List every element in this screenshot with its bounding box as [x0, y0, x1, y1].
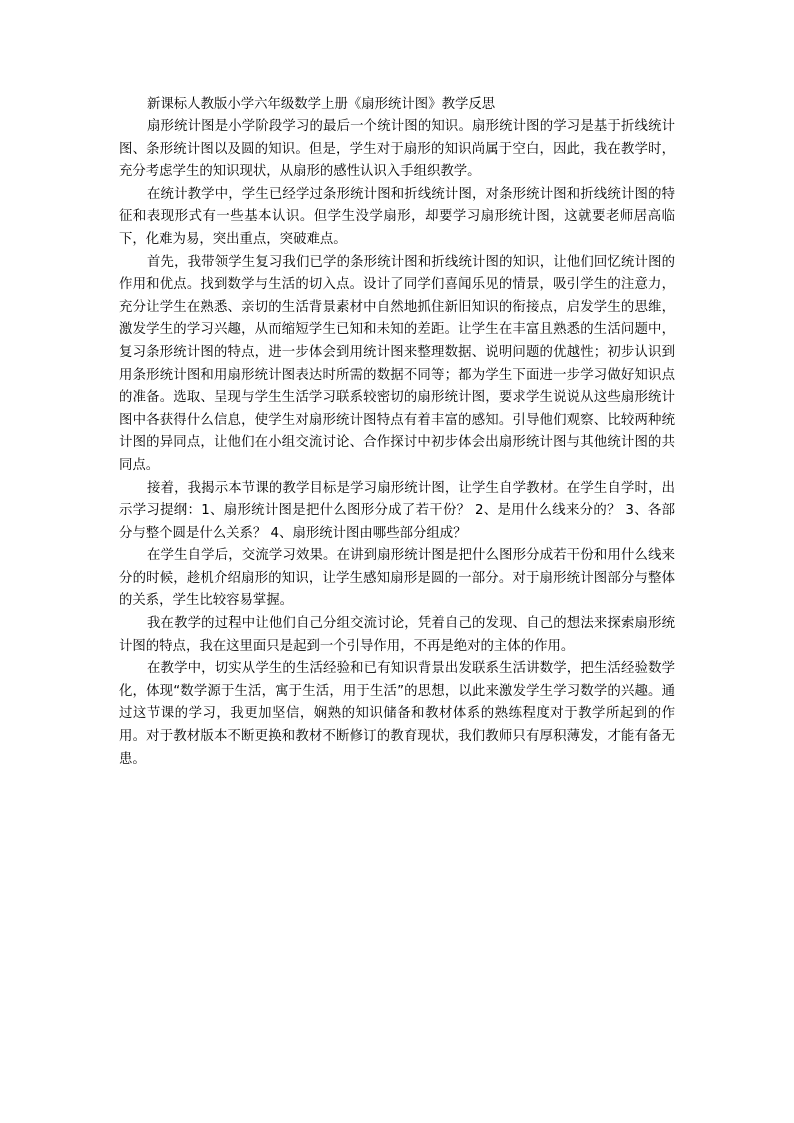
document-page: [119, 94, 675, 771]
paragraph-self-study: 在学生自学后，交流学习效果。在讲到扇形统计图是把什么图形分成若干份和用什么线来分的时候，趁机介绍扇形的知识，让学生感知扇形是圆的一部分。对于扇形统计图部分与整体的关系，学生比较容易掌握。: [119, 548, 675, 609]
paragraph-group-discussion: 我在教学的过程中让他们自己分组交流讨论，凭着自己的发现、自己的想法来探索扇形统计图的特点，我在这里面只是起到一个引导作用，不再是绝对的主体的作用。: [119, 616, 675, 654]
paragraph-background: 在统计教学中，学生已经学过条形统计图和折线统计图，对条形统计图和折线统计图的特征和表现形式有一些基本认识。但学生没学扇形，却要学习扇形统计图，这就要老师居高临下，化难为易，突出重点，突破难点。: [119, 186, 675, 247]
paragraph-conclusion: 在教学中，切实从学生的生活经验和已有知识背景出发联系生活讲数学，把生活经验数学化，体现“数学源于生活，寓于生活，用于生活”的思想，以此来激发学生学习数学的兴趣。通过这节课的学习，我更加坚信，娴熟的知识储备和教材体系的熟练程度对于教学所起到的作用。对于教材版本不断更换和教材不断修订的教育现状，我们教师只有厚积薄发，才能有备无患。: [119, 661, 675, 767]
document-title: 新课标人教版小学六年级数学上册《扇形统计图》教学反思: [147, 97, 496, 112]
paragraph-intro: 扇形统计图是小学阶段学习的最后一个统计图的知识。扇形统计图的学习是基于折线统计图、条形统计图以及圆的知识。但是，学生对于扇形的知识尚属于空白，因此，我在教学时，充分考虑学生的知识现状，从扇形的感性认识入手组织教学。: [119, 119, 675, 180]
paragraph-next-step: 接着，我揭示本节课的教学目标是学习扇形统计图，让学生自学教材。在学生自学时，出示学习提纲：1、扇形统计图是把什么图形分成了若干份？ 2、是用什么线来分的？ 3、各部分与整个圆是什么关系？ 4、扇形统计图由哪些部分组成？: [119, 480, 675, 541]
paragraph-first-step: 首先，我带领学生复习我们已学的条形统计图和折线统计图的知识，让他们回忆统计图的作用和优点。找到数学与生活的切入点。设计了同学们喜闻乐见的情景，吸引学生的注意力，充分让学生在熟悉、亲切的生活背景素材中自然地抓住新旧知识的衔接点，启发学生的思维，激发学生的学习兴趣，从而缩短学生已知和未知的差距。让学生在丰富且熟悉的生活问题中，复习条形统计图的特点，进一步体会到用统计图来整理数据、说明问题的优越性；初步认识到用条形统计图和用扇形统计图表达时所需的数据不同等；都为学生下面进一步学习做好知识点的准备。选取、呈现与学生生活学习联系较密切的扇形统计图，要求学生说说从这些扇形统计图中各获得什么信息，使学生对扇形统计图特点有着丰富的感知。引导他们观察、比较两种统计图的异同点，让他们在小组交流讨论、合作探讨中初步体会出扇形统计图与其他统计图的共同点。: [119, 254, 675, 473]
